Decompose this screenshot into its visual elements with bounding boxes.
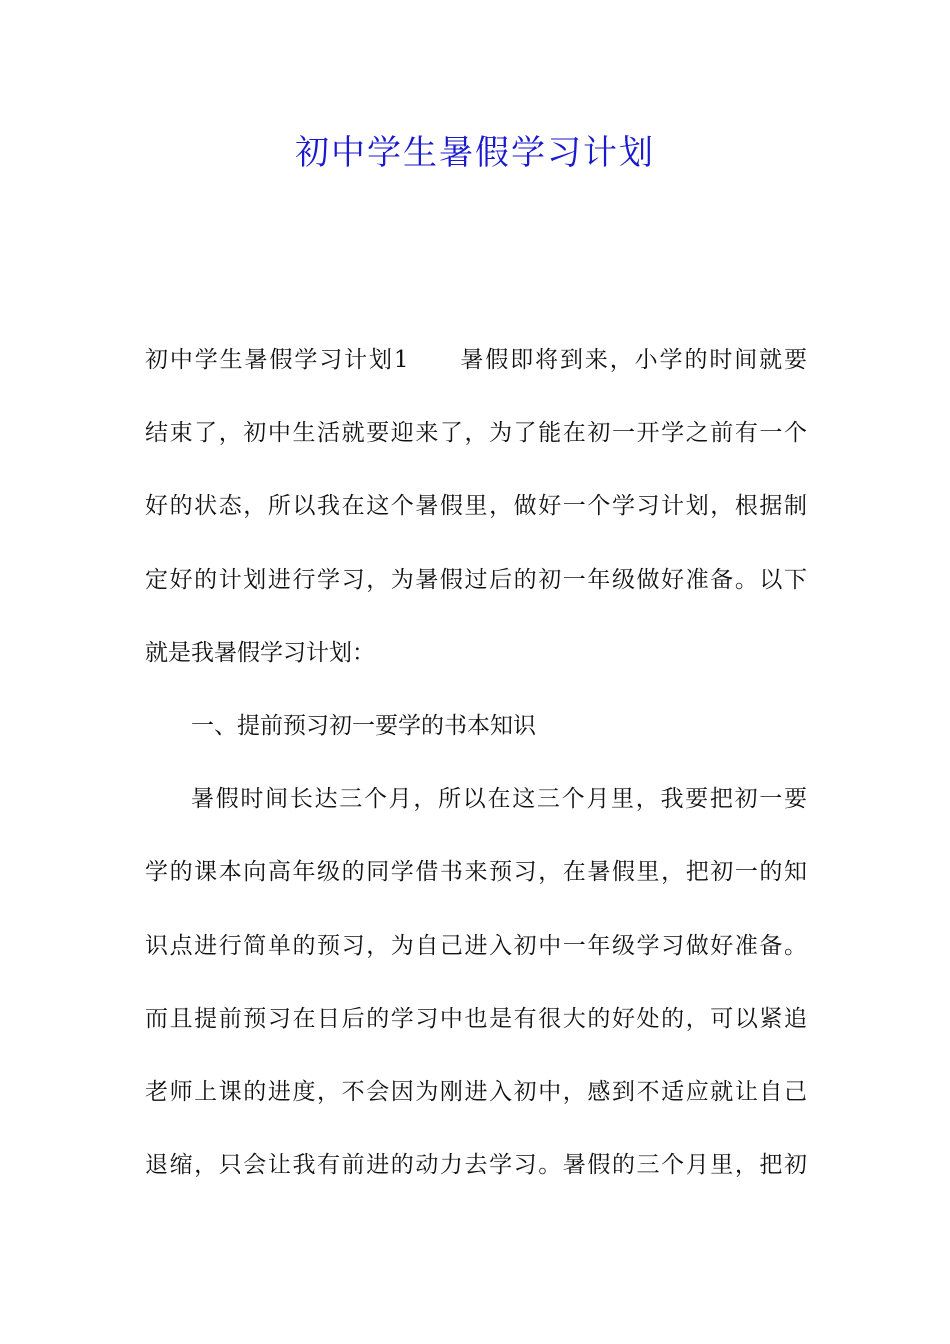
paragraph-line-4: 定好的计划进行学习，为暑假过后的初一年级做好准备。以下	[145, 566, 807, 593]
paragraph-line-11: 老师上课的进度，不会因为刚进入初中，感到不适应就让自己	[145, 1078, 807, 1105]
paragraph-line-7: 暑假时间长达三个月，所以在这三个月里，我要把初一要	[191, 786, 807, 813]
paragraph-line-12: 退缩，只会让我有前进的动力去学习。暑假的三个月里，把初	[145, 1152, 807, 1179]
paragraph-line-9: 识点进行简单的预习，为自己进入初中一年级学习做好准备。	[145, 932, 807, 959]
document-body	[145, 333, 807, 1211]
subheading-line: 一、提前预习初一要学的书本知识	[191, 712, 536, 739]
paragraph-line-5: 就是我暑假学习计划：	[145, 639, 375, 666]
paragraph-line-1	[145, 333, 807, 406]
paragraph-text: 暑假即将到来，小学的时间就要	[458, 347, 808, 373]
paragraph-line-3: 好的状态，所以我在这个暑假里，做好一个学习计划，根据制	[145, 493, 807, 520]
paragraph-line-10: 而且提前预习在日后的学习中也是有很大的好处的，可以紧追	[145, 1005, 807, 1032]
section-heading-inline: 初中学生暑假学习计划1	[145, 347, 409, 373]
paragraph-line-2: 结束了，初中生活就要迎来了，为了能在初一开学之前有一个	[145, 420, 807, 447]
document-title: 初中学生暑假学习计划	[295, 133, 655, 173]
paragraph-line-8: 学的课本向高年级的同学借书来预习，在暑假里，把初一的知	[145, 859, 807, 886]
